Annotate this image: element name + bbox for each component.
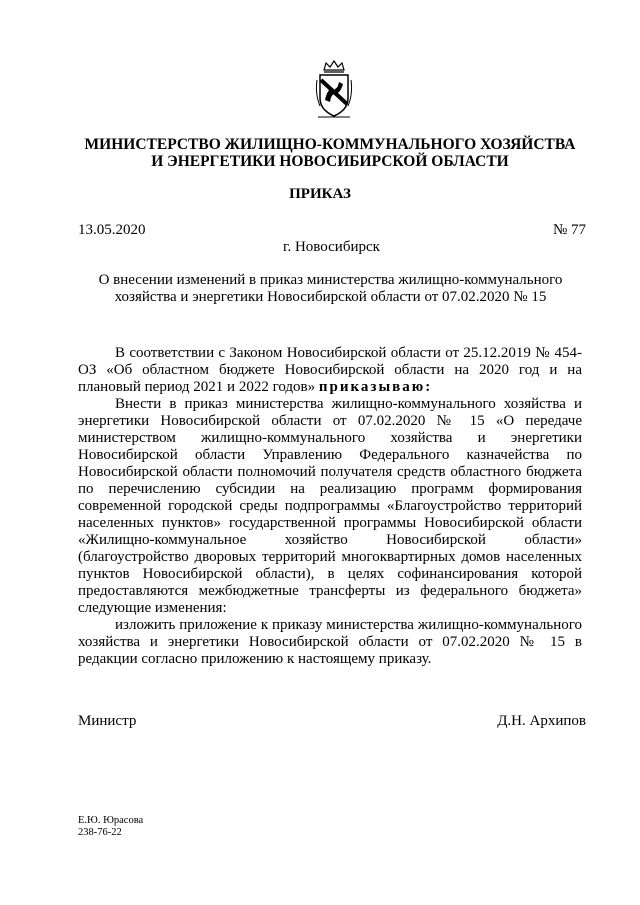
body-paragraph-amendment: Внести в приказ министерства жилищно-коммунального хозяйства и энергетики Новосибирской области от 07.02.2020 № 15 «О передаче министерством жилищно-коммунального хозяйства и энергетики Новосибирской области Управлению Федерального казначейства по Новосибирской области полномочий получателя средств областного бюджета по перечислению субсидии на реализацию программ формирования современной городской среды подпрограммы «Благоустройство территорий населенных пунктов» государственной программы Новосибирской области «Жилищно-коммунальное хозяйство Новосибирской области» (благоустройство дворовых территорий многоквартирных домов населенных пунктов Новосибирской области), в целях софинансирования которой предоставляются межбюджетные трансферты из федерального бюджета» следующие изменения: (78, 396, 582, 616)
body-paragraph-basis (78, 345, 582, 396)
signatory-title: Министр (78, 713, 137, 729)
executor-name: Е.Ю. Юрасова (78, 815, 144, 826)
ministry-name-line1: МИНИСТЕРСТВО ЖИЛИЩНО-КОММУНАЛЬНОГО ХОЗЯЙСТВА (84, 136, 576, 153)
order-word: приказываю: (318, 379, 433, 395)
document-date: 13.05.2020 (78, 222, 146, 238)
document-subject: О внесении изменений в приказ министерства жилищно-коммунального хозяйства и энергетики Новосибирской области от 07.02.2020 № 15 (98, 272, 563, 305)
document-body (78, 345, 582, 668)
executor-info (78, 815, 143, 839)
ministry-name-line2: И ЭНЕРГЕТИКИ НОВОСИБИРСКОЙ ОБЛАСТИ (151, 153, 509, 170)
signatory-name: Д.Н. Архипов (497, 713, 586, 729)
document-type: ПРИКАЗ (289, 186, 351, 202)
document-number: № 77 (552, 222, 586, 238)
executor-phone: 238-76-22 (78, 827, 122, 838)
document-city: г. Новосибирск (283, 239, 380, 255)
basis-text: В соответствии с Законом Новосибирской области от 25.12.2019 № 454-ОЗ «Об областном бюджете Новосибирской области на 2020 год и на плановый период 2021 и 2022 годов» (78, 345, 582, 395)
body-paragraph-change: изложить приложение к приказу министерства жилищно-коммунального хозяйства и энергетики Новосибирской области от 07.02.2020 № 15 в редакции согласно приложению к настоящему приказу. (78, 617, 582, 667)
coat-of-arms-icon (314, 60, 354, 118)
